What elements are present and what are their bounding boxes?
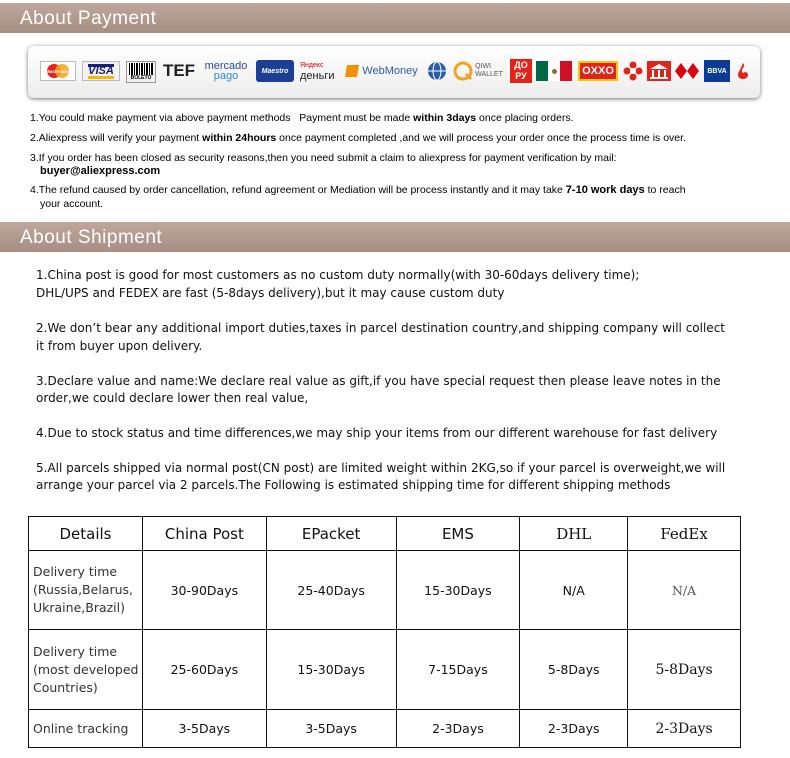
payment-rule-4: 4.The refund caused by order cancellation, refund agreement or Mediation will be process instantly and it may take 7-10 work days to reach	[30, 184, 686, 196]
svg-text:Mastercard: Mastercard	[45, 69, 71, 74]
webmoney-icon	[345, 65, 359, 77]
mexico-flag-icon	[536, 61, 572, 81]
table-cell: 15-30Days	[266, 630, 396, 710]
webmoney-logo: WebMoney	[342, 58, 422, 84]
payment-rule-2: 2.Aliexpress will verify your payment within 24hours once payment completed ,and we will process your order once the process time is over.	[30, 132, 686, 144]
table-header-cell: DHL	[520, 517, 628, 551]
table-cell: 25-40Days	[266, 551, 396, 630]
table-cell: 3-5Days	[266, 710, 396, 748]
table-cell: 2-3Days	[396, 710, 520, 748]
hsbc-icon	[674, 58, 700, 84]
table-cell: 7-15Days	[396, 630, 520, 710]
table-cell: 3-5Days	[142, 710, 266, 748]
table-header-cell: China Post	[142, 517, 266, 551]
row-label: Delivery time (most developed Countries)	[29, 630, 143, 710]
yandex-money-logo: Яндекс деньги	[300, 62, 335, 82]
shipment-line-7: 4.Due to stock status and time differences,we may ship your items from our different warehouse for fast delivery	[36, 426, 718, 440]
table-cell: N/A	[520, 551, 628, 630]
table-header-cell: EMS	[396, 517, 520, 551]
oxxo-logo: OXXO	[578, 61, 618, 81]
payment-rule-3: 3.If you order has been closed as security reasons,then you need submit a claim to aliexpress for payment verification by mail:	[30, 152, 617, 164]
shipment-line-3: 2.We don’t bear any additional import duties,taxes in parcel destination country,and shipping company will collect	[36, 321, 725, 335]
shipment-line-9: arrange your parcel via 2 parcels.The Following is estimated shipping time for different shipping methods	[36, 478, 671, 492]
bank-building-icon	[646, 58, 672, 84]
shipment-section-header: About Shipment	[0, 222, 790, 252]
mastercard-logo	[40, 61, 76, 81]
row-label: Delivery time (Russia,Belarus, Ukraine,Brazil)	[29, 551, 143, 630]
shipment-line-2: DHL/UPS and FEDEX are fast (5-8days delivery),but it may cause custom duty	[36, 286, 505, 300]
table-header-cell: EPacket	[266, 517, 396, 551]
payment-rule-1: 1.You could make payment via above payment methods Payment must be made within 3days once placing orders.	[30, 112, 574, 124]
doru-logo: ДО РУ	[510, 59, 532, 83]
table-header-cell: FedEx	[628, 517, 741, 551]
table-cell: N/A	[628, 551, 741, 630]
table-cell: 30-90Days	[142, 551, 266, 630]
qiwi-icon	[453, 61, 473, 81]
payment-rule-4-cont: your account.	[40, 198, 104, 210]
shipment-line-4: it from buyer upon delivery.	[36, 339, 203, 353]
table-header-cell: Details	[29, 517, 143, 551]
visa-logo: VISA	[82, 61, 120, 81]
shipment-line-1: 1.China post is good for most customers as no custom duty normally(with 30-60days delivery time);	[36, 268, 640, 282]
table-cell: 2-3Days	[628, 710, 741, 748]
shipment-line-8: 5.All parcels shipped via normal post(CN post) are limited weight within 2KG,so if your parcel is overweight,we will	[36, 461, 726, 475]
table-header-row	[29, 517, 741, 551]
table-cell: 5-8Days	[520, 630, 628, 710]
mercado-pago-logo: mercado pago	[204, 60, 248, 82]
payment-section-header: About Payment	[0, 3, 790, 33]
table-cell: 15-30Days	[396, 551, 520, 630]
santander-icon	[734, 58, 752, 84]
payment-email: buyer@aliexpress.com	[40, 165, 161, 177]
maestro-logo: Maestro	[256, 60, 294, 82]
payment-logos-strip	[28, 46, 760, 98]
table-row	[29, 630, 741, 710]
qiwi-wallet-logo: QIWI WALLET	[450, 58, 506, 84]
table-row	[29, 551, 741, 630]
bbva-logo: BBVA	[704, 60, 730, 82]
shipment-line-5: 3.Declare value and name:We declare real value as gift,if you have special request then please leave notes in the	[36, 374, 721, 388]
row-label: Online tracking	[29, 710, 143, 748]
table-row	[29, 710, 741, 748]
table-cell: 5-8Days	[628, 630, 741, 710]
shipping-time-table	[28, 516, 741, 748]
table-cell: 2-3Days	[520, 710, 628, 748]
boleto-logo: BOLETO	[126, 61, 156, 83]
globe-icon	[426, 58, 448, 84]
shipment-line-6: order,we could declare lower then real value,	[36, 391, 309, 405]
flower-bank-icon	[622, 58, 644, 84]
tef-logo: TEF	[162, 61, 196, 80]
table-cell: 25-60Days	[142, 630, 266, 710]
